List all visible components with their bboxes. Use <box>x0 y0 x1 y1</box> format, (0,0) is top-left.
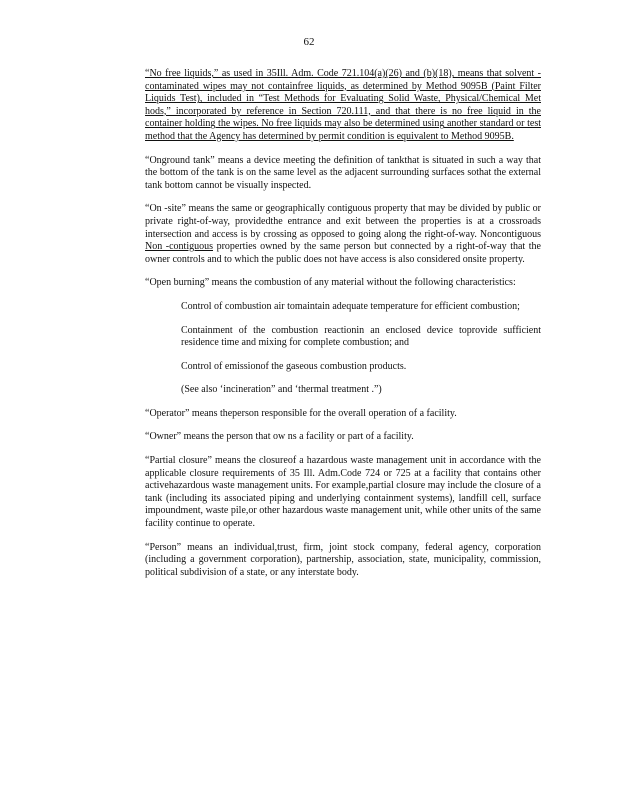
open-burning-item: Containment of the combustion reactionin an enclosed device toprovide sufficient residence time and mixing for complete combustion; and <box>181 324 541 349</box>
open-burning-see-also: (See also ‘incineration” and ‘thermal treatment .”) <box>181 384 382 396</box>
page-content <box>145 68 541 590</box>
page-number: 62 <box>303 36 315 48</box>
definition-no-free-liquids: “No free liquids,” as used in 35Ill. Adm. Code 721.104(a)(26) and (b)(18), means that solvent -contaminated wipes may not containfree liquids, as determined by Method 9095B (Paint Filter Liquids Test), included in “Test Methods for Evaluating Solid Waste, Physical/Chemical Met hods,” incorporated by reference in Section 720.111, and that there is no free liquid in the container holding the wipes. No free liquids may also be determined using another standard or test method that the Agency has determined by permit condition is equivalent to Method 9095B. <box>145 68 541 142</box>
definition-person: “Person” means an individual,trust, firm, joint stock company, federal agency, corporation (including a government corporation), partnership, association, state, municipality, commission, political subdivision of a state, or any interstate body. <box>145 541 541 578</box>
on-site-underlined-text: Non -contiguous <box>145 241 214 253</box>
open-burning-item: Control of combustion air tomaintain adequate temperature for efficient combustion; <box>181 300 520 312</box>
definition-owner: “Owner” means the person that ow ns a facility or part of a facility. <box>145 431 414 443</box>
on-site-text-after: properties owned by the same person but connected by a right-of-way that the owner controls and to which the public does not have access is also considered onsite property. <box>145 241 541 265</box>
definition-open-burning: “Open burning” means the combustion of any material without the following characteristics: <box>145 277 516 289</box>
definition-on-site <box>145 203 541 266</box>
definition-partial-closure: “Partial closure” means the closureof a hazardous waste management unit in accordance with the applicable closure requirements of 35 Ill. Adm.Code 724 or 725 at a facility that contains other activehazardous waste management units. For example,partial closure may include the closure of a tank (including its associated piping and underlying containment systems), landfill cell, surface impoundment, waste pile,or other hazardous waste management unit, while other units of the same facility continue to operate. <box>145 455 541 530</box>
open-burning-item: Control of emissionof the gaseous combustion products. <box>181 360 407 372</box>
definition-operator: “Operator” means theperson responsible for the overall operation of a facility. <box>145 407 457 419</box>
definition-onground-tank: “Onground tank” means a device meeting the definition of tankthat is situated in such a way that the bottom of the tank is on the same level as the adjacent surrounding surfaces sothat the external tank bottom cannot be visually inspected. <box>145 154 541 191</box>
on-site-text-before: “On -site” means the same or geographically contiguous property that may be divided by public or private right-of-way, providedthe entrance and exit between the properties is at a crossroads intersection and access is by crossing as opposed to going along the right-of-way. Noncontiguous <box>145 203 541 240</box>
